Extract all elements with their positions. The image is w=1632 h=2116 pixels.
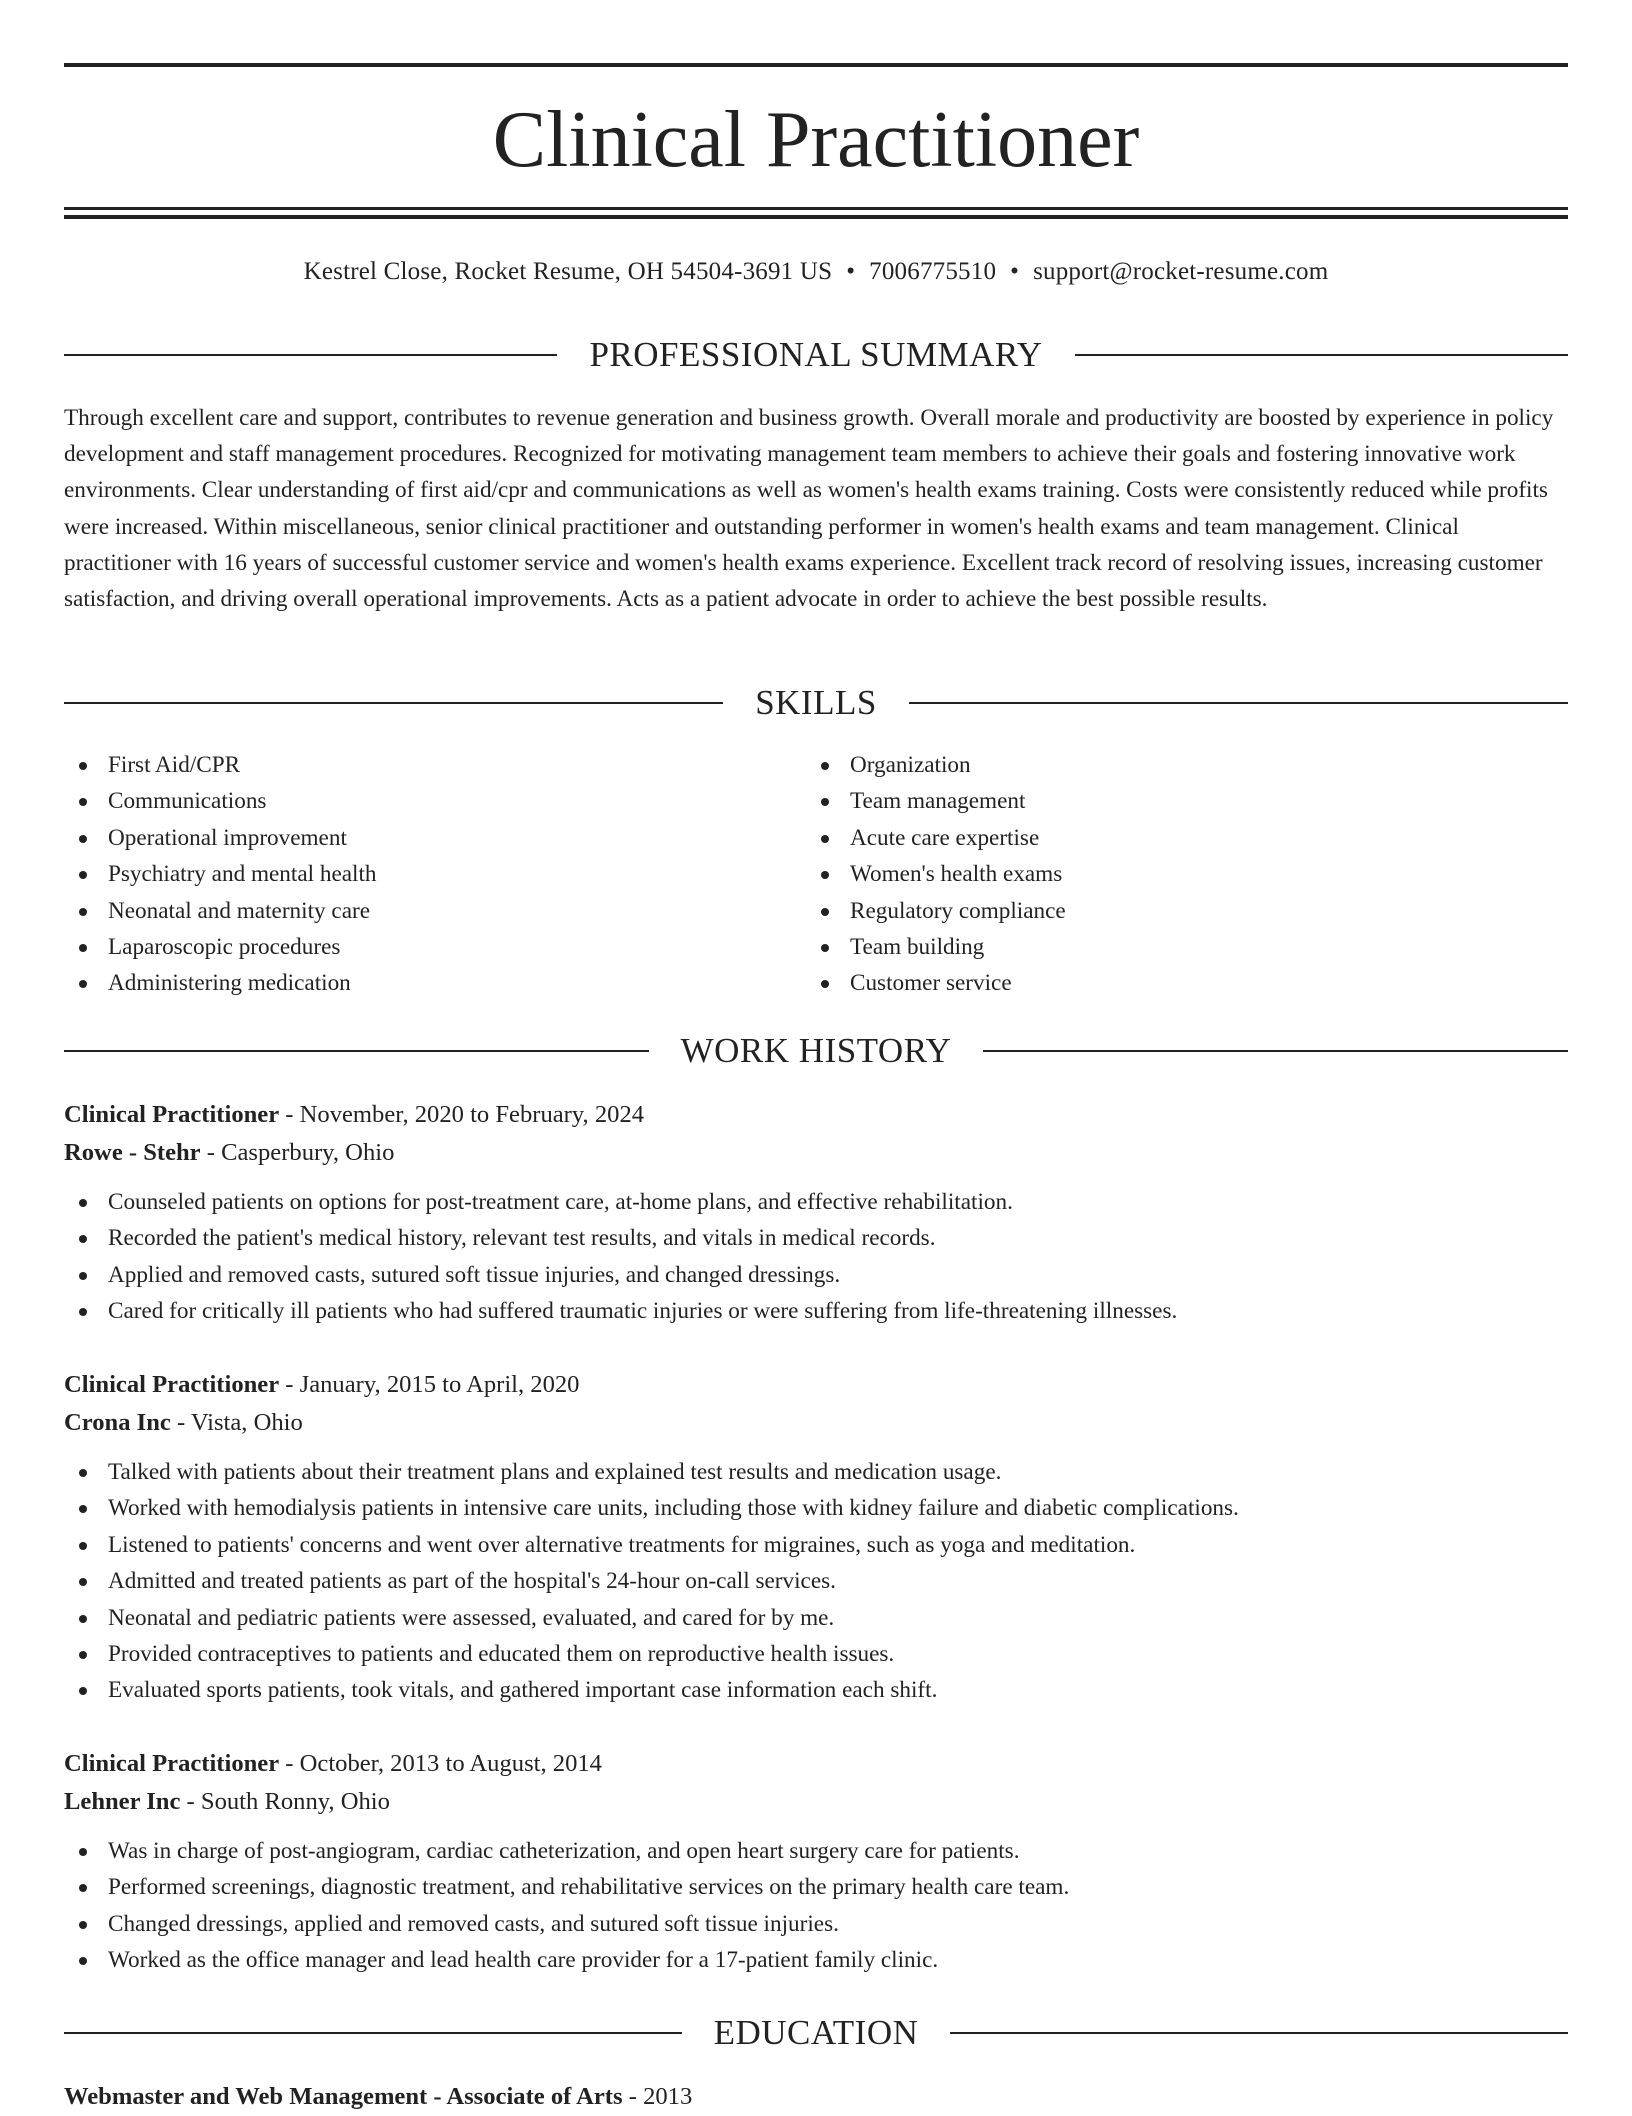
skills-column-right xyxy=(806,747,1548,1002)
section-rule xyxy=(64,354,557,356)
skill-item: Operational improvement xyxy=(64,820,806,856)
job-dates: January, 2015 to April, 2020 xyxy=(299,1371,580,1398)
job-duties xyxy=(64,1454,1568,1709)
job-title: Clinical Practitioner xyxy=(64,1750,280,1777)
job-duty-item: Applied and removed casts, sutured soft tissue injuries, and changed dressings. xyxy=(64,1257,1568,1293)
job-duty-item: Evaluated sports patients, took vitals, and gathered important case information each shift. xyxy=(64,1672,1568,1708)
contact-phone: 7006775510 xyxy=(869,258,997,285)
job-dash: - xyxy=(279,1371,300,1398)
section-rule xyxy=(64,702,723,704)
skill-item: Acute care expertise xyxy=(806,820,1548,856)
job-duty-item: Listened to patients' concerns and went over alternative treatments for migraines, such as yoga and meditation. xyxy=(64,1527,1568,1563)
job-title-line xyxy=(64,1745,1568,1783)
job-duty-item: Performed screenings, diagnostic treatment, and rehabilitative services on the primary health care team. xyxy=(64,1869,1568,1905)
job-duty-item: Cared for critically ill patients who had suffered traumatic injuries or were suffering from life-threatening illnesses. xyxy=(64,1293,1568,1329)
skills-section-title: SKILLS xyxy=(755,683,877,722)
header-double-rule-upper xyxy=(64,207,1568,210)
skills-column-left xyxy=(64,747,806,1002)
skill-item: Women's health exams xyxy=(806,856,1548,892)
skill-item: Customer service xyxy=(806,965,1548,1001)
job-duty-item: Changed dressings, applied and removed casts, and sutured soft tissue injuries. xyxy=(64,1906,1568,1942)
education-section-header xyxy=(64,2011,1568,2055)
work-section-header xyxy=(64,1029,1568,1073)
job-dates: November, 2020 to February, 2024 xyxy=(299,1101,645,1128)
job-dash: - xyxy=(200,1139,222,1166)
job-title: Clinical Practitioner xyxy=(64,1101,280,1128)
skill-item: Laparoscopic procedures xyxy=(64,929,806,965)
job-duty-item: Was in charge of post-angiogram, cardiac catheterization, and open heart surgery care for patients. xyxy=(64,1833,1568,1869)
job-company: Rowe - Stehr xyxy=(64,1139,201,1166)
job-duties xyxy=(64,1184,1568,1330)
job-duty-item: Worked with hemodialysis patients in intensive care units, including those with kidney failure and diabetic complications. xyxy=(64,1490,1568,1526)
job-dash: - xyxy=(279,1101,300,1128)
candidate-name: Clinical Practitioner xyxy=(492,96,1140,184)
contact-separator: • xyxy=(1010,258,1020,285)
job-duty-item: Provided contraceptives to patients and educated them on reproductive health issues. xyxy=(64,1636,1568,1672)
job-duty-item: Admitted and treated patients as part of the hospital's 24-hour on-call services. xyxy=(64,1563,1568,1599)
skill-item: Team building xyxy=(806,929,1548,965)
job-duty-item: Talked with patients about their treatment plans and explained test results and medication usage. xyxy=(64,1454,1568,1490)
skills-section-header xyxy=(64,681,1568,725)
skill-item: Organization xyxy=(806,747,1548,783)
skill-item: Administering medication xyxy=(64,965,806,1001)
section-rule xyxy=(64,2032,682,2034)
education-dash: - xyxy=(622,2083,644,2110)
job-company: Lehner Inc xyxy=(64,1788,181,1815)
job-duty-item: Worked as the office manager and lead health care provider for a 17-patient family clinic. xyxy=(64,1942,1568,1978)
job-location: Casperbury, Ohio xyxy=(221,1139,395,1166)
contact-address: Kestrel Close, Rocket Resume, OH 54504-3691 US xyxy=(303,258,833,285)
job-entry xyxy=(64,1745,1568,1979)
job-entry xyxy=(64,1096,1568,1330)
job-entry xyxy=(64,1366,1568,1709)
summary-section-header xyxy=(64,333,1568,377)
job-company-line xyxy=(64,1783,1568,1821)
job-duty-item: Counseled patients on options for post-treatment care, at-home plans, and effective rehabilitation. xyxy=(64,1184,1568,1220)
work-section-title: WORK HISTORY xyxy=(680,1031,952,1070)
job-dates: October, 2013 to August, 2014 xyxy=(299,1750,602,1777)
job-company-line xyxy=(64,1404,1568,1442)
header-top-rule xyxy=(64,63,1568,67)
job-title-line xyxy=(64,1096,1568,1134)
job-duties xyxy=(64,1833,1568,1979)
section-rule xyxy=(983,1050,1568,1052)
job-company-line xyxy=(64,1134,1568,1172)
contact-email: support@rocket-resume.com xyxy=(1033,258,1329,285)
summary-text: Through excellent care and support, contributes to revenue generation and business growth. Overall morale and productivity are boosted by experience in policy development and staff management procedures. Recognized for motivating management team members to achieve their goals and fostering innovative work environments. Clear understanding of first aid/cpr and communications as well as women's health exams training. Costs were consistently reduced while profits were increased. Within miscellaneous, senior clinical practitioner and outstanding performer in women's health exams and team management. Clinical practitioner with 16 years of successful customer service and women's health exams experience. Excellent track record of resolving issues, increasing customer satisfaction, and driving overall operational improvements. Acts as a patient advocate in order to achieve the best possible results. xyxy=(64,405,1554,613)
skill-item: Communications xyxy=(64,783,806,819)
contact-separator: • xyxy=(846,258,856,285)
section-rule xyxy=(64,1050,649,1052)
job-dash: - xyxy=(279,1750,300,1777)
skills-list xyxy=(64,747,1568,1002)
section-rule xyxy=(950,2032,1568,2034)
job-dash: - xyxy=(180,1788,201,1815)
skill-item: First Aid/CPR xyxy=(64,747,806,783)
job-location: South Ronny, Ohio xyxy=(200,1788,390,1815)
education-entry xyxy=(64,2078,1568,2116)
section-rule xyxy=(1075,354,1568,356)
education-degree: Webmaster and Web Management - Associate of Arts xyxy=(64,2083,623,2110)
skill-item: Psychiatry and mental health xyxy=(64,856,806,892)
education-section-title: EDUCATION xyxy=(713,2013,919,2052)
job-title-line xyxy=(64,1366,1568,1404)
contact-line xyxy=(64,252,1568,292)
skill-item: Neonatal and maternity care xyxy=(64,893,806,929)
job-location: Vista, Ohio xyxy=(190,1409,303,1436)
job-dash: - xyxy=(170,1409,191,1436)
job-duty-item: Recorded the patient's medical history, relevant test results, and vitals in medical records. xyxy=(64,1220,1568,1256)
skill-item: Team management xyxy=(806,783,1548,819)
education-year: 2013 xyxy=(643,2083,693,2110)
header-double-rule-lower xyxy=(64,215,1568,219)
job-company: Crona Inc xyxy=(64,1409,171,1436)
section-rule xyxy=(909,702,1568,704)
job-title: Clinical Practitioner xyxy=(64,1371,280,1398)
job-duty-item: Neonatal and pediatric patients were assessed, evaluated, and cared for by me. xyxy=(64,1600,1568,1636)
summary-section-title: PROFESSIONAL SUMMARY xyxy=(589,335,1043,374)
skill-item: Regulatory compliance xyxy=(806,893,1548,929)
